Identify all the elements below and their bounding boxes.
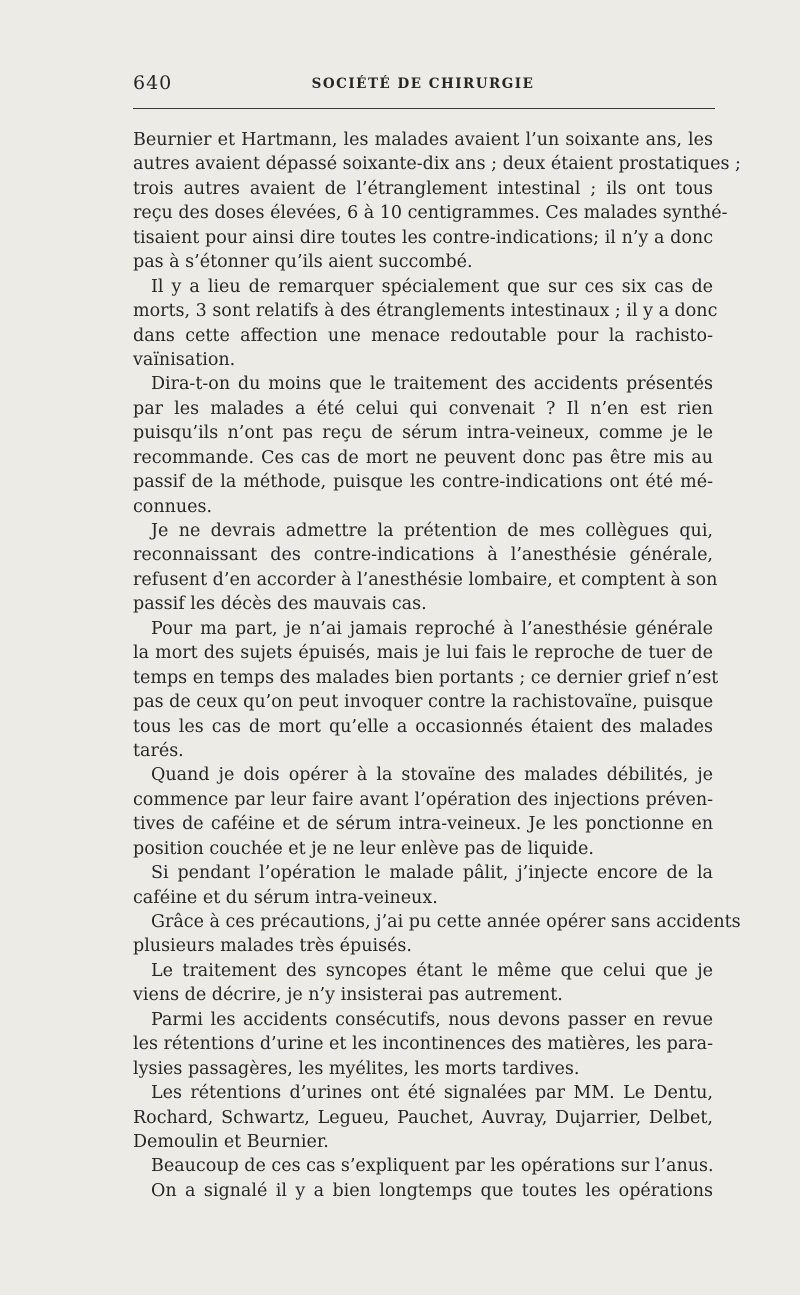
text-line: reçu des doses élevées, 6 à 10 centigrammes. Ces malades synthé-: [133, 203, 728, 224]
text-line: Il y a lieu de remarquer spécialement que sur ces six cas de: [151, 276, 713, 297]
text-line: Je ne devrais admettre la prétention de mes collègues qui,: [151, 521, 713, 541]
text-line: Si pendant l’opération le malade pâlit, j’injecte encore de la: [151, 863, 713, 884]
text-line: Demoulin et Beurnier.: [133, 1131, 329, 1152]
text-line: la mort des sujets épuisés, mais je lui fais le reproche de tuer de: [133, 643, 713, 664]
text-line: Les rétentions d’urines ont été signalées par MM. Le Dentu,: [151, 1083, 713, 1104]
text-line: morts, 3 sont relatifs à des étranglements intestinaux ; il y a donc: [133, 301, 718, 322]
text-line: les rétentions d’urine et les incontinences des matières, les para-: [133, 1034, 713, 1055]
text-line: puisqu’ils n’ont pas reçu de sérum intra-veineux, comme je le: [133, 423, 713, 444]
text-line: passif de la méthode, puisque les contre-indications ont été mé-: [133, 472, 713, 493]
text-line: viens de décrire, je n’y insisterai pas autrement.: [133, 985, 563, 1006]
text-line: Rochard, Schwartz, Legueu, Pauchet, Auvray, Dujarrier, Delbet,: [133, 1107, 713, 1128]
text-line: Pour ma part, je n’ai jamais reproché à l’anesthésie générale: [151, 618, 713, 639]
text-line: tarés.: [133, 740, 184, 761]
text-line: trois autres avaient de l’étranglement intestinal ; ils ont tous: [133, 178, 713, 199]
page-number: 640: [133, 72, 173, 94]
text-line: Quand je dois opérer à la stovaïne des malades débilités, je: [151, 765, 713, 786]
text-line: lysies passagères, les myélites, les morts tardives.: [133, 1058, 580, 1079]
text-line: dans cette affection une menace redoutable pour la rachisto-: [133, 325, 713, 346]
text-line: tives de caféine et de sérum intra-veineux. Je les ponctionne en: [133, 814, 713, 835]
text-line: pas de ceux qu’on peut invoquer contre la rachistovaïne, puisque: [133, 692, 714, 713]
running-title: SOCIÉTÉ DE CHIRURGIE: [311, 76, 535, 92]
text-line: Beurnier et Hartmann, les malades avaient l’un soixante ans, les: [133, 130, 713, 150]
text-line: position couchée et je ne leur enlève pas de liquide.: [133, 838, 594, 859]
header-rule: [133, 108, 715, 109]
text-line: tisaient pour ainsi dire toutes les contre-indications; il n’y a donc: [133, 227, 713, 248]
text-line: plusieurs malades très épuisés.: [133, 936, 412, 957]
text-line: par les malades a été celui qui convenait ? Il n’en est rien: [133, 398, 713, 419]
text-line: commence par leur faire avant l’opération des injections préven-: [133, 789, 713, 810]
page-header: [133, 68, 713, 100]
text-line: autres avaient dépassé soixante-dix ans ; deux étaient prostatiques ;: [133, 154, 741, 175]
text-line: pas à s’étonner qu’ils aient succombé.: [133, 252, 473, 273]
text-line: passif les décès des mauvais cas.: [133, 594, 427, 615]
text-line: vaïnisation.: [133, 349, 236, 370]
text-line: Parmi les accidents consécutifs, nous devons passer en revue: [151, 1009, 713, 1030]
text-line: connues.: [133, 496, 213, 517]
text-line: tous les cas de mort qu’elle a occasionnés étaient des malades: [133, 716, 713, 737]
text-line: Grâce à ces précautions, j’ai pu cette année opérer sans accidents: [151, 912, 741, 932]
text-line: Beaucoup de ces cas s’expliquent par les opérations sur l’anus.: [151, 1156, 714, 1177]
text-line: caféine et du sérum intra-veineux.: [133, 887, 438, 908]
text-line: refusent d’en accorder à l’anesthésie lombaire, et comptent à son: [133, 569, 718, 590]
text-line: temps en temps des malades bien portants ; ce dernier grief n’est: [133, 667, 719, 688]
text-line: recommande. Ces cas de mort ne peuvent donc pas être mis au: [133, 447, 713, 468]
text-line: On a signalé il y a bien longtemps que toutes les opérations: [151, 1180, 713, 1201]
text-line: Le traitement des syncopes étant le même que celui que je: [151, 960, 713, 981]
body-text: [133, 128, 741, 1203]
text-line: reconnaissant des contre-indications à l’anesthésie générale,: [133, 545, 713, 566]
text-line: Dira-t-on du moins que le traitement des accidents présentés: [151, 374, 713, 395]
